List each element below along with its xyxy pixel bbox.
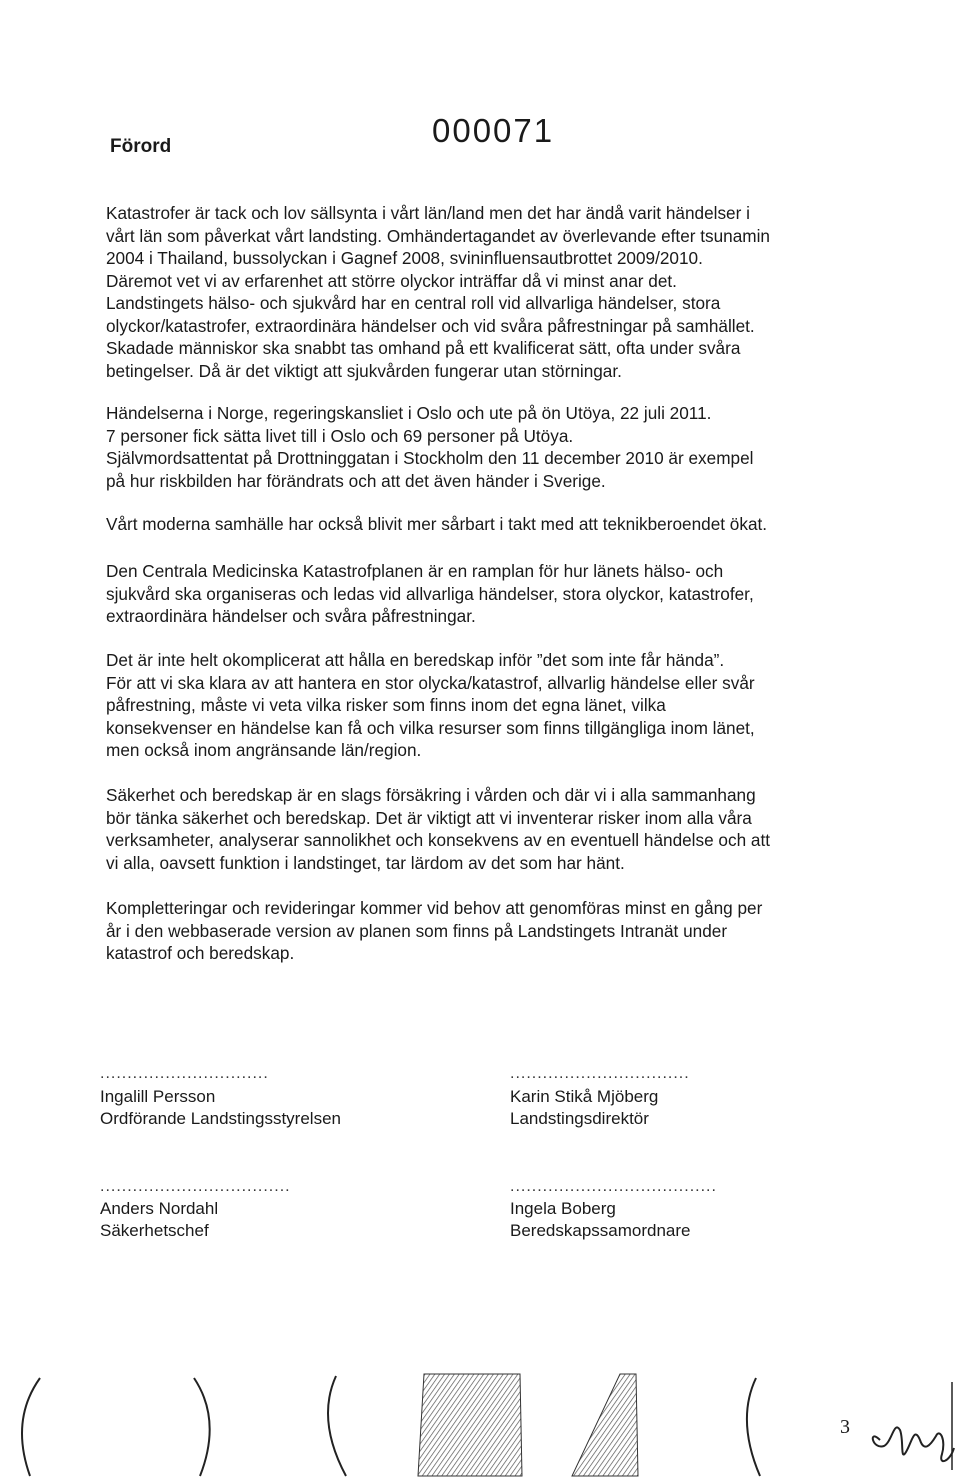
paragraph-line: Den Centrala Medicinska Katastrofplanen är en ramplan för hur länets hälso- och — [106, 561, 724, 581]
paragraph-line: sjukvård ska organiseras och ledas vid allvarliga händelser, stora olyckor, katastrofer, — [106, 583, 754, 604]
signatory-role: Ordförande Landstingsstyrelsen — [100, 1109, 341, 1128]
paragraph-line: år i den webbaserade version av planen som finns på Landstingets Intranät under — [106, 920, 728, 941]
paragraph-1 — [106, 202, 770, 382]
paragraph-line: Kompletteringar och revideringar kommer vid behov att genomföras minst en gång per — [106, 898, 763, 918]
handwritten-initials — [873, 1427, 954, 1461]
signatory-role: Säkerhetschef — [100, 1221, 209, 1240]
signatory-name: Anders Nordahl — [100, 1199, 219, 1218]
paragraph-line: katastrof och beredskap. — [106, 943, 295, 963]
paragraph-7 — [106, 897, 762, 965]
paragraph-line: bör tänka säkerhet och beredskap. Det är viktigt att vi inventerar risker inom alla våra — [106, 807, 752, 828]
paragraph-line: För att vi ska klara av att hantera en stor olycka/katastrof, allvarlig händelse eller svår — [106, 672, 755, 693]
paragraph-line: Katastrofer är tack och lov sällsynta i vårt län/land men det har ändå varit händelser i — [106, 203, 750, 223]
paragraph-line: extraordinära händelser och svåra påfrestningar. — [106, 606, 476, 626]
paragraph-line: Säkerhet och beredskap är en slags försäkring i vården och där vi i alla sammanhang — [106, 785, 756, 805]
paragraph-line: Självmordsattentat på Drottninggatan i Stockholm den 11 december 2010 är exempel — [106, 448, 754, 468]
scan-bracket-mark — [194, 1378, 210, 1476]
paragraph-4 — [106, 560, 754, 628]
signatory-name: Karin Stikå Mjöberg — [510, 1087, 659, 1106]
paragraph-line: olyckor/katastrofer, extraordinära händelser och vid svåra påfrestningar på samhället. — [106, 315, 755, 336]
signatory-name: Ingela Boberg — [510, 1199, 616, 1218]
paragraph-line: vi alla, oavsett funktion i landstinget, tar lärdom av det som har hänt. — [106, 852, 625, 873]
signatory-name: Ingalill Persson — [100, 1087, 216, 1106]
paragraph-3 — [106, 513, 767, 536]
paragraph-line: 7 personer fick sätta livet till i Oslo och 69 personer på Utöya. — [106, 425, 574, 446]
paragraph-6 — [106, 784, 770, 874]
document-number: 000071 — [432, 112, 555, 149]
paragraph-line: på hur riskbilden har förändrats och att det även händer i Sverige. — [106, 470, 606, 491]
page-heading: Förord — [110, 136, 172, 157]
paragraph-line: påfrestning, måste vi veta vilka risker som finns inom det egna länet, vilka — [106, 695, 666, 715]
signature-line: ............................... — [100, 1065, 269, 1082]
signatory-role: Landstingsdirektör — [510, 1109, 649, 1128]
hatched-block-mark — [572, 1374, 638, 1476]
paragraph-line: Det är inte helt okomplicerat att hålla en beredskap inför ”det som inte får hända”. — [106, 650, 725, 670]
signatory-role: Beredskapssamordnare — [510, 1221, 691, 1240]
scan-bracket-mark — [22, 1378, 40, 1476]
paragraph-line: Händelserna i Norge, regeringskansliet i Oslo och ute på ön Utöya, 22 juli 2011. — [106, 403, 712, 423]
paragraph-line: verksamheter, analyserar sannolikhet och konsekvens av en eventuell händelse och att — [106, 830, 771, 850]
signature-line: ................................. — [510, 1065, 690, 1082]
paragraph-line: men också inom angränsande län/region. — [106, 740, 422, 760]
paragraph-line: vårt län som påverkat vårt landsting. Omhändertagandet av överlevande efter tsunamin — [106, 225, 770, 246]
page-number: 3 — [840, 1416, 850, 1438]
paragraph-5 — [106, 649, 755, 762]
scan-bracket-mark — [328, 1376, 346, 1476]
signature-line: ................................... — [100, 1178, 291, 1195]
paragraph-line: Vårt moderna samhälle har också blivit mer sårbart i takt med att teknikberoendet ökat. — [106, 514, 768, 534]
hatched-block-mark — [418, 1374, 522, 1476]
paragraph-line: Skadade människor ska snabbt tas omhand på ett kvalificerat sätt, ofta under svåra — [106, 338, 741, 358]
paragraph-line: Däremot vet vi av erfarenhet att större olyckor inträffar då vi minst anar det. — [106, 270, 677, 291]
paragraph-line: konsekvenser en händelse kan få och vilka resurser som finns tillgängliga inom länet, — [106, 717, 755, 738]
paragraph-line: betingelser. Då är det viktigt att sjukvården fungerar utan störningar. — [106, 360, 622, 381]
signature-line: ...................................... — [510, 1178, 717, 1195]
paragraph-line: Landstingets hälso- och sjukvård har en central roll vid allvarliga händelser, stora — [106, 293, 721, 313]
paragraph-line: 2004 i Thailand, bussolyckan i Gagnef 2008, svininfluensautbrottet 2009/2010. — [106, 248, 703, 268]
scan-bracket-mark — [747, 1378, 760, 1476]
paragraph-2 — [106, 402, 753, 492]
